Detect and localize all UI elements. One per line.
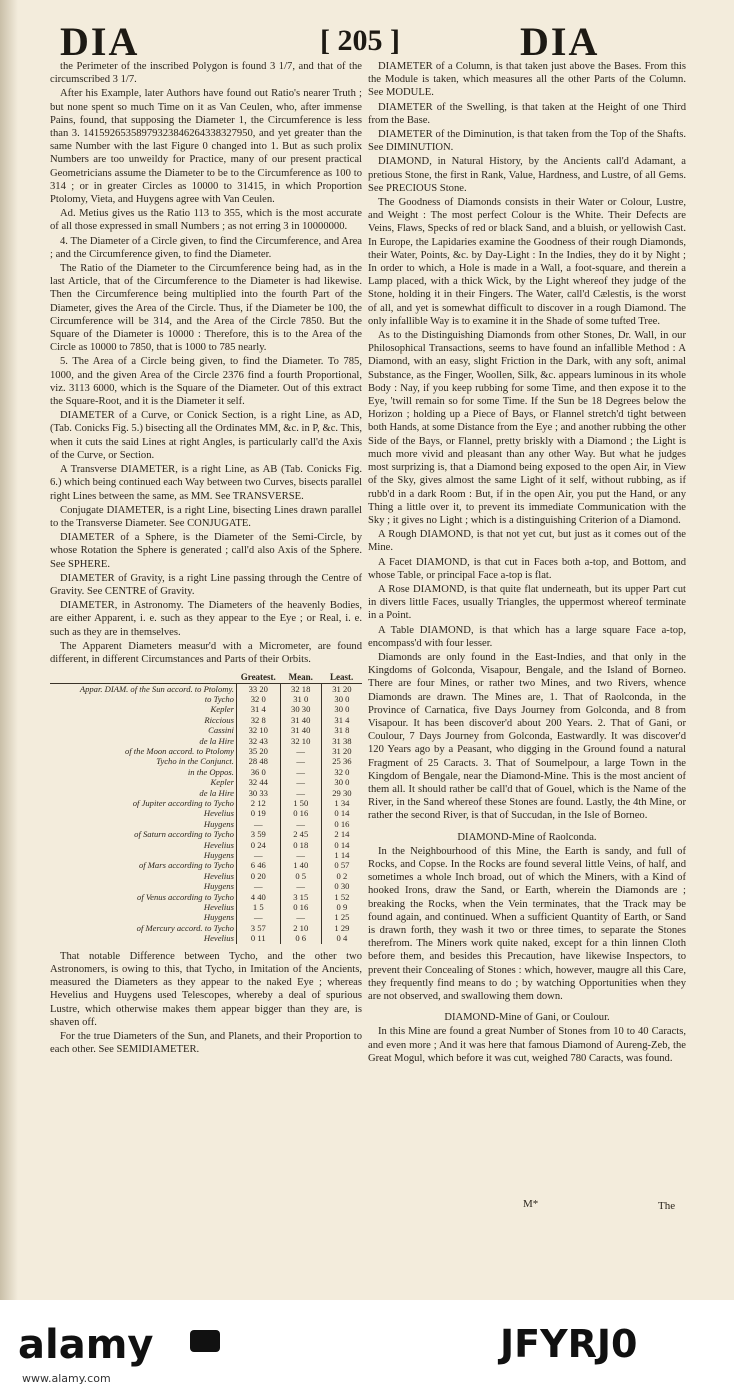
table-cell: 1 5 (236, 902, 280, 912)
paragraph: After his Example, later Authors have found out Ratio's nearer Truth ; but none spent so much Time on it as Van Ceulen, who, after immense Pains, found, that supposing the Diameter 1, the Circumference is less than 3. 14159265358979323846264338327950, and yet greater than the same Number with the last Figure 0 changed into 1. But as such prolix Numbers are too unweildy for Practice, many of our present practical Geometricians assume the Diameter to be to the Circumference as 100 to 314 ; or in greater Circles as 10000 to 31415, in which Proportion Ptolomy, Vieta, and Huygens agree with Van Ceulen. (50, 88, 362, 206)
table-cell: 0 6 (280, 933, 321, 943)
table-body (50, 683, 362, 944)
table-cell: 0 16 (280, 808, 321, 818)
table-cell: 31 20 (321, 683, 362, 694)
table-row (50, 767, 362, 777)
section-heading: DIAMOND-Mine of Gani, or Coulour. (444, 1012, 610, 1024)
watermark-url: www.alamy.com (22, 1372, 111, 1385)
table-cell: 31 20 (321, 746, 362, 756)
table-cell: 3 15 (280, 892, 321, 902)
paragraph: A Transverse DIAMETER, is a right Line, as AB (Tab. Conicks Fig. 6.) which being continued each Way between two Curves, bisects parallel right Lines between the same, as MM. See TRANSVERSE. (50, 464, 362, 502)
watermark-banner (0, 1300, 734, 1390)
table-row (50, 715, 362, 725)
table-cell: — (280, 819, 321, 829)
table-row (50, 902, 362, 912)
table-cell: 33 20 (236, 683, 280, 694)
section-heading: DIAMOND-Mine of Raolconda. (457, 831, 597, 843)
table-row (50, 850, 362, 860)
table-cell: 0 2 (321, 871, 362, 881)
paragraph: Diamonds are only found in the East-Indies, and that only in the Kingdoms of Golconda, Visapour, Bengale, and the Island of Borneo. There are four Mines, or rather two Mines, and two Rivers, whence Diamonds are drawn. The Mines are, 1. That of Raolconda, in the Province of Carnatica, five Days Journey from Golconda, and 8 from Visapour. It has been discover'd about 200 Years. 2. That of Gani, or Coulour, 7 Days Journey from Golconda, Eastwardly. It was discover'd 120 Years ago by a Peasant, who digging in the Ground found a natural Fragment of 25 Caracts. 3. That of Soumelpour, a large Town in the Kingdom of Bengale, near the Diamond-Mine. This is the most ancient of them all. It should rather be call'd that of Gouel, which is the Name of the River, in the Sand whereof these Stones are found. Lastly, the 4th Mine, or rather the second River, is that of Succudan, in the Isle of Borneo. (368, 651, 686, 822)
table-row (50, 746, 362, 756)
row-label: Huygens (203, 881, 234, 892)
page-number: [ 205 ] (320, 24, 400, 57)
table-cell: 2 14 (321, 829, 362, 839)
table-cell: 0 16 (280, 902, 321, 912)
table-cell: 32 10 (236, 725, 280, 735)
table-cell: 31 8 (321, 725, 362, 735)
table-cell: 0 20 (236, 871, 280, 881)
table-cell: 1 52 (321, 892, 362, 902)
table-cell: 32 18 (280, 683, 321, 694)
table-cell: 32 43 (236, 736, 280, 746)
row-label: of Mars according to Tycho (138, 860, 234, 871)
table-cell: 30 33 (236, 788, 280, 798)
table-cell: 2 45 (280, 829, 321, 839)
table-cell: 0 18 (280, 840, 321, 850)
paragraph: A Facet DIAMOND, is that cut in Faces both a-top, and Bottom, and whose Table, or principal Face a-top is flat. (368, 556, 686, 581)
paragraph: In the Neighbourhood of this Mine, the Earth is sandy, and full of Rocks, and Copse. In the Rocks are found several little Veins, of half, and sometimes a whole Inch broad, out of which the Miners, with a Kind of hooked Irons, draw the Sand, or Earth, wherein the Diamonds are ; breaking the Rocks, when the Vein terminates, that the Track may be found again, and continued. When a sufficient Quantity of Earth, or Sand is drawn forth, they wash it two or three times, to separate the Stones therefrom. The Miners work quite naked, except for a thin linnen Cloth before them, and besides this Precaution, have likewise Inspectors, to prevent their Concealing of Stones : which, however, maugre all this Care, they frequently find means to do ; by watching Opportunities when they are not observed, and swallowing them down. (368, 845, 686, 1003)
paragraph: That notable Difference between Tycho, and the other two Astronomers, is owing to this, that Tycho, in Imitation of the Ancients, measured the Diameters as they appear to the naked Eye ; whereas Hevelius and Huygens used Telescopes, whereby a deal of spurious Lustre, which otherwise makes them appear bigger than they are, is shaven off. (50, 950, 362, 1028)
row-label: of Saturn according to Tycho (134, 829, 234, 840)
table-cell: — (280, 881, 321, 891)
table-header: Mean. (280, 672, 321, 683)
table-cell: 30 30 (280, 704, 321, 714)
table-row (50, 736, 362, 746)
paragraph: DIAMETER of Gravity, is a right Line passing through the Centre of Gravity. See CENTRE of Gravity. (50, 572, 362, 597)
paragraph: Ad. Metius gives us the Ratio 113 to 355, which is the most accurate of all those expressed in small Numbers ; as not erring 3 in 10000000. (50, 208, 362, 233)
row-label: Riccious (204, 714, 234, 725)
paragraph: DIAMETER of a Curve, or Conick Section, is a right Line, as AD, (Tab. Conicks Fig. 5.) bisecting all the Ordinates MM, &c. in P, &c. This, when it cuts the said Lines at right Angles, is particularly call'd the Axis of the Curve, or Section. (50, 410, 362, 461)
table-cell: 31 4 (236, 704, 280, 714)
row-label: of Jupiter according to Tycho (132, 798, 234, 809)
paragraph: The Ratio of the Diameter to the Circumference being had, as in the last Article, that of the Circumference to the Diameter is had likewise. Then the Circumference being multiplied into the fourth Part of the Diameter, gives the Area of the Circle. Thus, if the Diameter be 100, the Circumference will be 314, and the Area of the Circle 7850. But the Square of the Diameter is 10000 : Therefore, this is to the Area of the Circle as 10000 to 7850, that is 1000 to 785 nearly. (50, 263, 362, 354)
table-cell: 0 24 (236, 840, 280, 850)
table-cell: 31 40 (280, 715, 321, 725)
table-cell: 0 14 (321, 808, 362, 818)
table-row (50, 840, 362, 850)
table-cell: — (280, 746, 321, 756)
table-cell: — (236, 850, 280, 860)
camera-icon (190, 1330, 220, 1352)
row-label: de la Hire (199, 787, 234, 798)
table-cell: 28 48 (236, 756, 280, 766)
paragraph: the Perimeter of the inscribed Polygon is found 3 1/7, and that of the circumscribed 3 1/7. (50, 61, 362, 86)
table-cell: 0 16 (321, 819, 362, 829)
row-label: Tycho in the Conjunct. (156, 756, 234, 767)
table-row (50, 725, 362, 735)
signature-mark: M* (523, 1198, 539, 1210)
table-row (50, 829, 362, 839)
row-label: Cassini (208, 725, 234, 736)
header-left-word: DIA (60, 19, 140, 64)
table-row (50, 819, 362, 829)
table-cell: 25 36 (321, 756, 362, 766)
table-row (50, 756, 362, 766)
paragraph: 5. The Area of a Circle being given, to find the Diameter. To 785, 1000, and the given Area of the Circle 2376 find a fourth Proportional, viz. 3113 6000, which is the Square of the Diameter. Out of this extract the Square-Root, and it is the Diameter it self. (50, 356, 362, 408)
table-cell: 29 30 (321, 788, 362, 798)
paragraph: The Apparent Diameters measur'd with a Micrometer, are found different, in different Circumstances and Parts of their Orbits. (50, 640, 362, 665)
table-cell: — (236, 881, 280, 891)
table-row (50, 912, 362, 922)
table-cell: 31 38 (321, 736, 362, 746)
row-label: Huygens (203, 818, 234, 829)
paragraph: A Rough DIAMOND, is that not yet cut, but just as it comes out of the Mine. (368, 529, 686, 554)
row-label: to Tycho (204, 693, 234, 704)
table-row (50, 788, 362, 798)
table-row (50, 798, 362, 808)
table-cell: 0 19 (236, 808, 280, 818)
row-label: Hevelius (203, 933, 234, 944)
paragraph: DIAMOND, in Natural History, by the Ancients call'd Adamant, a pretious Stone, the first in Rank, Value, Hardness, and Lustre, of all Gems. See PRECIOUS Stone. (368, 156, 686, 194)
header-right-word: DIA (520, 19, 600, 64)
table-cell: 31 4 (321, 715, 362, 725)
table-row (50, 683, 362, 694)
paragraph: DIAMETER of a Column, is that taken just above the Bases. From this the Module is taken, which measures all the other Parts of the Column. See MODULE. (368, 61, 686, 99)
table-cell: — (280, 912, 321, 922)
paragraph: For the true Diameters of the Sun, and Planets, and their Proportion to each other. See SEMIDIAMETER. (50, 1030, 362, 1056)
table-cell: 32 0 (236, 694, 280, 704)
table-row (50, 777, 362, 787)
row-label: of Mercury accord. to Tycho (136, 922, 234, 933)
table-row (50, 860, 362, 870)
row-label: Kepler (210, 704, 234, 715)
row-label: Hevelius (203, 902, 234, 913)
table-cell: 1 14 (321, 850, 362, 860)
table-cell: 32 0 (321, 767, 362, 777)
row-label: Hevelius (203, 808, 234, 819)
table-cell: 31 40 (280, 725, 321, 735)
table-cell: 0 11 (236, 933, 280, 943)
table-cell: 0 9 (321, 902, 362, 912)
table-cell: — (280, 777, 321, 787)
paragraph: DIAMETER of the Swelling, is that taken at the Height of one Third from the Base. (368, 101, 686, 126)
table-cell: 31 0 (280, 694, 321, 704)
paragraph: DIAMETER of a Sphere, is the Diameter of the Semi-Circle, by whose Rotation the Sphere is generated ; call'd also Axis of the Sphere. See SPHERE. (50, 532, 362, 570)
image-code: JFYRJ0 (500, 1322, 638, 1366)
table-cell: 30 0 (321, 704, 362, 714)
table-cell: 0 30 (321, 881, 362, 891)
table-row (50, 892, 362, 902)
table-cell: 32 10 (280, 736, 321, 746)
table-row (50, 871, 362, 881)
row-label: Appar. DIAM. of the Sun accord. to Ptolomy. (79, 683, 234, 694)
paragraph: Conjugate DIAMETER, is a right Line, bisecting Lines drawn parallel to the Transverse Diameter. See CONJUGATE. (50, 504, 362, 529)
table-header-row (50, 672, 362, 683)
watermark-logo: alamy (18, 1322, 154, 1368)
table-row (50, 808, 362, 818)
table-header: Greatest. (236, 672, 280, 683)
table-cell: 2 10 (280, 923, 321, 933)
table-cell: — (280, 788, 321, 798)
paragraph: As to the Distinguishing Diamonds from other Stones, Dr. Wall, in our Philosophical Transactions, seems to have found an infallible Method : A Diamond, with an easy, slight Friction in the Dark, with any soft, animal Substance, as the Finger, Woollen, Silk, &c. appears luminous in its whole Body : Nay, if you keep rubbing for some Time, and then expose it to the Eye, 'twill remain so for some Time. If the Sun be 18 Degrees below the Horizon ; holding up a Piece of Bays, or Flannel stretch'd tight between both Hands, at some Distance from the Eye ; and another rubbing the other Side of the Bays, or Flannel, pretty briskly with a Diamond ; the Light is much more vivid and pleasant than any other Way. But what he judges most surprizing is, that a Diamond being exposed to the open Air, in View of the Sky, gives almost the same Light of it self, without rubbing, as if rubb'd in a dark Room : But, if in the open Air, you put the Hand, or any Thing a little over it, to prevent its immediate Communication with the Sky ; it gives no Light ; which is a distinguishing Criterion of a Diamond. (368, 330, 686, 526)
right-column (368, 60, 686, 1066)
table-row (50, 694, 362, 704)
table-cell: 1 34 (321, 798, 362, 808)
paragraph: The Goodness of Diamonds consists in their Water or Colour, Lustre, and Weight : The most perfect Colour is the White. Their Defects are Veins, Flaws, Specks of red or black Sand, and a bluish, or yellowish Cast. In Europe, the Lapidaries examine the Goodness of their rough Diamonds, their Water, Points, &c. by Day-Light : In the Indies, they do it by Night ; In order to which, a Hole is made in a Wall, a foot-square, and therein a Lamp placed, with a thick Wick, by the Light whereof they judge of the Stone, holding it in their Fingers. The Water, call'd Cælestis, is the worst of all, and yet is somewhat difficult to discover in a rough Diamond. The only infallible Way is to examine it in the Shade of some tufted Tree. (368, 197, 686, 327)
table-header (50, 672, 236, 683)
table-cell: 0 57 (321, 860, 362, 870)
paragraph: A Table DIAMOND, is that which has a large square Face a-top, encompass'd with four lesser. (368, 624, 686, 649)
table-cell: — (280, 756, 321, 766)
table-row (50, 881, 362, 891)
paragraph: In this Mine are found a great Number of Stones from 10 to 40 Caracts, and even more ; And it was here that famous Diamond of Aureng-Zeb, the Great Mogul, which before it was cut, weighed 780 Caracts, was found. (368, 1026, 686, 1064)
row-label: de la Hire (199, 735, 234, 746)
table-header: Least. (321, 672, 362, 683)
table-cell: 1 29 (321, 923, 362, 933)
table-cell: 1 40 (280, 860, 321, 870)
left-column (50, 60, 362, 1057)
apparent-diameters-table (50, 672, 362, 944)
table-row (50, 704, 362, 714)
table-cell: 0 5 (280, 871, 321, 881)
running-header (0, 18, 734, 66)
catchword: The (658, 1200, 676, 1212)
table-cell: 3 57 (236, 923, 280, 933)
row-label: in the Oppos. (187, 766, 234, 777)
table-cell: 0 14 (321, 840, 362, 850)
row-label: of Venus according to Tycho (137, 891, 234, 902)
table-cell: — (280, 767, 321, 777)
paragraph: DIAMETER, in Astronomy. The Diameters of the heavenly Bodies, are either Apparent, i. e. such as they appear to the Eye ; or Real, i. e. such as they are in themselves. (50, 600, 362, 638)
table-cell: — (236, 912, 280, 922)
paragraph: A Rose DIAMOND, is that quite flat underneath, but its upper Part cut in divers little Faces, usually Triangles, the uppermost whereof terminate in a Point. (368, 583, 686, 622)
row-label: Huygens (203, 850, 234, 861)
row-label: Kepler (210, 777, 234, 788)
table-cell: 1 25 (321, 912, 362, 922)
table-cell: 35 20 (236, 746, 280, 756)
table-cell: — (236, 819, 280, 829)
table-cell: 1 50 (280, 798, 321, 808)
paragraph: DIAMETER of the Diminution, is that taken from the Top of the Shafts. See DIMINUTION. (368, 129, 686, 154)
row-label: Hevelius (203, 839, 234, 850)
table-cell: 32 44 (236, 777, 280, 787)
row-label: Hevelius (203, 870, 234, 881)
table-row (50, 933, 362, 943)
paragraph: 4. The Diameter of a Circle given, to find the Circumference, and Area ; and the Circumference given, to find the Diameter. (50, 235, 362, 260)
table-cell: 30 0 (321, 694, 362, 704)
table-row (50, 923, 362, 933)
table-cell: 2 12 (236, 798, 280, 808)
row-label: of the Moon accord. to Ptolomy (124, 745, 234, 756)
table-cell: 3 59 (236, 829, 280, 839)
table-cell: 32 8 (236, 715, 280, 725)
table-cell: 30 0 (321, 777, 362, 787)
table-cell: 4 40 (236, 892, 280, 902)
table-cell: 36 0 (236, 767, 280, 777)
row-label: Huygens (203, 912, 234, 923)
table-cell: 0 4 (321, 933, 362, 943)
table-cell: 6 46 (236, 860, 280, 870)
table-cell: — (280, 850, 321, 860)
